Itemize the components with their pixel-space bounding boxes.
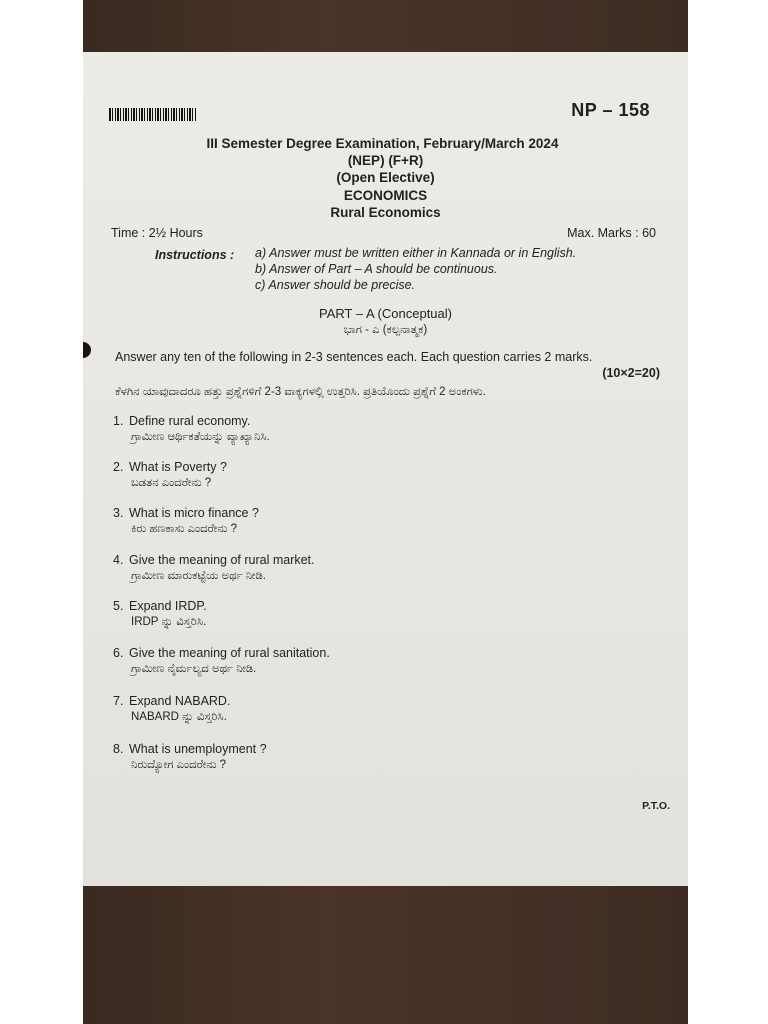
question-text: Give the meaning of rural sanitation. <box>129 646 330 660</box>
question-text: Expand IRDP. <box>129 599 207 613</box>
part-a-directions-kannada: ಕೆಳಗಿನ ಯಾವುದಾದರೂ ಹತ್ತು ಪ್ರಶ್ನೆಗಳಿಗೆ 2-3 ವಾಕ್ಯಗಳಲ್ಲಿ ಉತ್ತರಿಸಿ. ಪ್ರತಿಯೊಂದು ಪ್ರಶ್ನೆಗೆ 2 ಅಂಕಗಳು. <box>115 386 486 398</box>
question-number: 8. <box>113 742 124 756</box>
question-text-kannada: ಗ್ರಾಮೀಣ ನೈರ್ಮಲ್ಯದ ಅರ್ಥ ನೀಡಿ. <box>131 663 257 675</box>
question-text-kannada: IRDP ನ್ನು ವಿಸ್ತರಿಸಿ. <box>131 616 207 628</box>
question-text-kannada: ನಿರುದ್ಯೋಗ ಎಂದರೇನು ? <box>131 759 227 771</box>
question-item <box>113 460 633 490</box>
photo-background <box>83 0 688 1024</box>
part-a-marks: (10×2=20) <box>602 366 660 380</box>
question-text-kannada: ಗ್ರಾಮೀಣ ಆರ್ಥಿಕತೆಯನ್ನು ವ್ಯಾಖ್ಯಾನಿಸಿ. <box>131 431 270 443</box>
question-text: What is micro finance ? <box>129 506 259 520</box>
question-number: 7. <box>113 694 124 708</box>
instruction-item: a) Answer must be written either in Kannada or in English. <box>255 246 577 260</box>
question-number: 4. <box>113 553 124 567</box>
question-text-kannada: ಕಿರು ಹಣಕಾಸು ಎಂದರೇನು ? <box>131 523 238 535</box>
question-text: Expand NABARD. <box>129 694 231 708</box>
exam-scheme: (NEP) (F+R) <box>347 153 424 168</box>
question-item <box>113 694 633 724</box>
question-item <box>113 646 633 676</box>
question-number: 5. <box>113 599 124 613</box>
instruction-item: c) Answer should be precise. <box>255 278 416 292</box>
question-number: 3. <box>113 506 124 520</box>
question-text: Give the meaning of rural market. <box>129 553 315 567</box>
question-item <box>113 506 633 536</box>
question-text: Define rural economy. <box>129 414 251 428</box>
question-item <box>113 599 633 629</box>
page-turn-note: P.T.O. <box>642 800 670 812</box>
part-a-directions: Answer any ten of the following in 2-3 sentences each. Each question carries 2 marks. <box>115 350 593 364</box>
question-number: 1. <box>113 414 124 428</box>
instruction-item: b) Answer of Part – A should be continuous. <box>255 262 498 276</box>
question-item <box>113 742 633 772</box>
question-text-kannada: ಬಡತನ ಎಂದರೇನು ? <box>131 477 212 489</box>
question-item <box>113 553 633 583</box>
question-number: 6. <box>113 646 124 660</box>
part-a-title: PART – A (Conceptual) <box>319 306 452 321</box>
question-text: What is Poverty ? <box>129 460 227 474</box>
question-text-kannada: ಗ್ರಾಮೀಣ ಮಾರುಕಟ್ಟೆಯ ಅರ್ಥ ನೀಡಿ. <box>131 570 266 582</box>
question-text-kannada: NABARD ನ್ನು ವಿಸ್ತರಿಸಿ. <box>131 711 227 723</box>
barcode <box>109 108 197 121</box>
instructions-label: Instructions : <box>155 248 235 262</box>
punch-hole <box>83 342 91 358</box>
question-item <box>113 414 633 444</box>
question-number: 2. <box>113 460 124 474</box>
exam-elective: (Open Elective) <box>336 170 435 185</box>
exam-paper-name: Rural Economics <box>330 205 441 220</box>
exam-time: Time : 2½ Hours <box>111 226 203 240</box>
part-a-title-kannada: ಭಾಗ - ಎ (ಕಲ್ಪನಾತ್ಮಕ) <box>343 324 428 336</box>
exam-subject: ECONOMICS <box>343 188 428 203</box>
exam-max-marks: Max. Marks : 60 <box>567 226 656 240</box>
exam-title: III Semester Degree Examination, February/March 2024 <box>206 136 559 151</box>
question-text: What is unemployment ? <box>129 742 267 756</box>
paper-code: NP – 158 <box>571 100 650 120</box>
exam-paper-sheet <box>83 52 688 886</box>
